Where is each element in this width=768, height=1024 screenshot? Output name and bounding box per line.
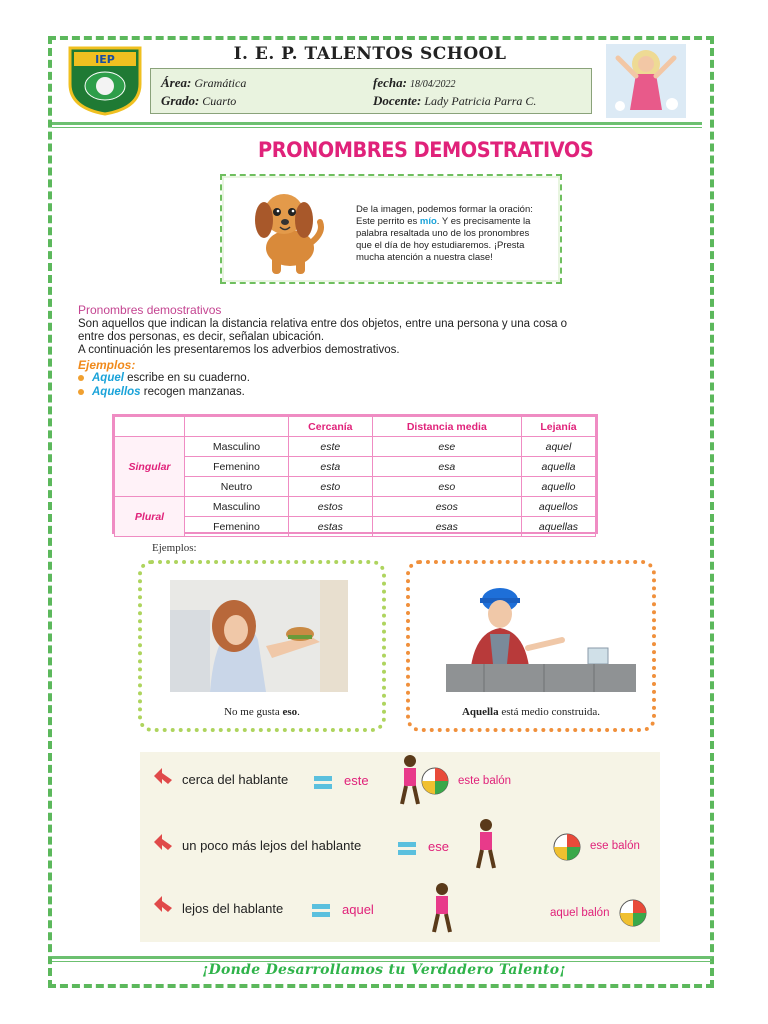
example-rest: recogen manzanas.: [140, 386, 245, 398]
docente-label: Docente:: [373, 93, 422, 108]
table-cell: aquellos: [521, 497, 595, 517]
demonstrative-word: aquel: [342, 902, 374, 917]
demonstrative-word: ese: [428, 839, 449, 854]
logo-text: IEP: [95, 53, 115, 66]
table-row: [115, 457, 596, 477]
area-field: [161, 75, 246, 91]
caption-bold: eso: [282, 706, 298, 718]
example-bullet: [78, 386, 245, 398]
docente-value: Lady Patricia Parra C.: [424, 94, 537, 108]
child-figure-icon: [474, 818, 498, 874]
ball-icon: [552, 832, 582, 862]
table-row: [115, 437, 596, 457]
singular-group-label: Singular: [115, 437, 185, 497]
woman-declining-food-photo: [170, 580, 348, 692]
red-arrow-icon: [152, 894, 174, 916]
ball-label: ese balón: [590, 840, 640, 852]
page-title: PRONOMBRES DEMOSTRATIVOS: [258, 138, 594, 162]
plural-group-label: Plural: [115, 497, 185, 537]
intro-highlight-word: mío: [419, 216, 437, 227]
table-cell: ese: [372, 437, 521, 457]
gender-cell: Masculino: [185, 437, 289, 457]
ball-icon: [420, 766, 450, 796]
table-cell: este: [289, 437, 373, 457]
definition-line-3: A continuación les presentaremos los adverbios demostrativos.: [78, 344, 400, 356]
table-cell: estas: [289, 517, 373, 537]
distance-row-label: lejos del hablante: [182, 901, 284, 916]
table-cell: esas: [372, 517, 521, 537]
equals-icon: [314, 776, 332, 790]
table-cell: aquello: [521, 477, 595, 497]
table-cell: esa: [372, 457, 521, 477]
table-cell: esta: [289, 457, 373, 477]
header-divider: [52, 122, 702, 125]
footer-divider: [52, 956, 712, 959]
docente-field: [373, 93, 536, 109]
grado-value: Cuarto: [202, 94, 237, 108]
table-cell: esto: [289, 477, 373, 497]
ball-label: aquel balón: [550, 907, 610, 919]
intro-text-after: . Y es precisamente la palabra resaltada uno de los pronombres que el día de hoy estudiaremos. ¡Presta mucha atención a nuestra clase!: [356, 216, 531, 263]
intro-text: [356, 204, 546, 264]
puppy-illustration: [240, 182, 326, 278]
school-logo: [66, 44, 144, 116]
equals-icon: [312, 904, 330, 918]
distance-panel: [140, 752, 660, 942]
school-name: I. E. P. TALENTOS SCHOOL: [233, 44, 507, 64]
area-value: Gramática: [194, 76, 247, 90]
table-row: [115, 477, 596, 497]
construction-worker-photo: [444, 578, 638, 706]
distance-row-label: un poco más lejos del hablante: [182, 838, 362, 853]
example-frame-eso: [138, 560, 386, 732]
child-jesus-image: [606, 44, 686, 118]
definition-line-1: Son aquellos que indican la distancia relativa entre dos objetos, entre una persona y una cosa o: [78, 318, 568, 330]
examples-title: Ejemplos:: [78, 358, 136, 372]
fecha-value: 18/04/2022: [409, 79, 456, 90]
child-figure-icon: [430, 882, 454, 938]
example-word: Aquellos: [92, 386, 141, 398]
red-arrow-icon: [152, 766, 174, 788]
equals-icon: [398, 842, 416, 856]
gender-cell: Masculino: [185, 497, 289, 517]
table-row: [115, 497, 596, 517]
example-frame-aquella: [406, 560, 656, 732]
header-divider-thin: [52, 127, 702, 128]
caption-text: .: [297, 706, 300, 718]
gender-cell: Femenino: [185, 457, 289, 477]
table-row: [115, 517, 596, 537]
definition-title: Pronombres demostrativos: [78, 303, 222, 317]
ball-label: este balón: [458, 775, 512, 787]
footer-slogan: ¡Donde Desarrollamos tu Verdadero Talento¡: [202, 962, 566, 978]
gender-cell: Femenino: [185, 517, 289, 537]
intro-text-before: De la imagen, podemos formar la oración: Este perrito es: [356, 204, 533, 227]
red-arrow-icon: [152, 832, 174, 854]
ball-icon: [618, 898, 648, 928]
table-cell: estos: [289, 497, 373, 517]
bullet-icon: [78, 375, 84, 381]
header-info-box: [150, 68, 592, 114]
table-header: Distancia media: [372, 417, 521, 437]
table-cell: aquellas: [521, 517, 595, 537]
caption-text: está medio construida.: [498, 706, 601, 718]
table-cell: aquella: [521, 457, 595, 477]
definition-line-2: entre dos personas, es decir, señalan ubicación.: [78, 331, 325, 343]
fecha-label: fecha:: [373, 75, 407, 90]
child-figure-icon: [398, 754, 422, 810]
example-bullet: [78, 372, 250, 384]
example-caption-2: [410, 706, 652, 718]
caption-bold: Aquella: [461, 706, 499, 718]
grado-label: Grado:: [161, 93, 200, 108]
example-rest: escribe en su cuaderno.: [123, 372, 250, 384]
gender-cell: Neutro: [185, 477, 289, 497]
distance-row-label: cerca del hablante: [182, 772, 289, 787]
caption-text: No me gusta: [224, 706, 283, 718]
area-label: Área:: [161, 75, 192, 90]
examples-label: Ejemplos:: [152, 542, 197, 554]
pronouns-table: [112, 414, 598, 534]
table-header: Lejanía: [521, 417, 595, 437]
intro-box: [220, 174, 562, 284]
table-cell: eso: [372, 477, 521, 497]
example-word: Aquel: [92, 372, 124, 384]
table-cell: aquel: [521, 437, 595, 457]
example-caption-1: [142, 706, 382, 718]
fecha-field: [373, 75, 456, 91]
table-cell: esos: [372, 497, 521, 517]
grado-field: [161, 93, 236, 109]
table-header: Cercanía: [289, 417, 373, 437]
demonstrative-word: este: [344, 773, 369, 788]
bullet-icon: [78, 389, 84, 395]
